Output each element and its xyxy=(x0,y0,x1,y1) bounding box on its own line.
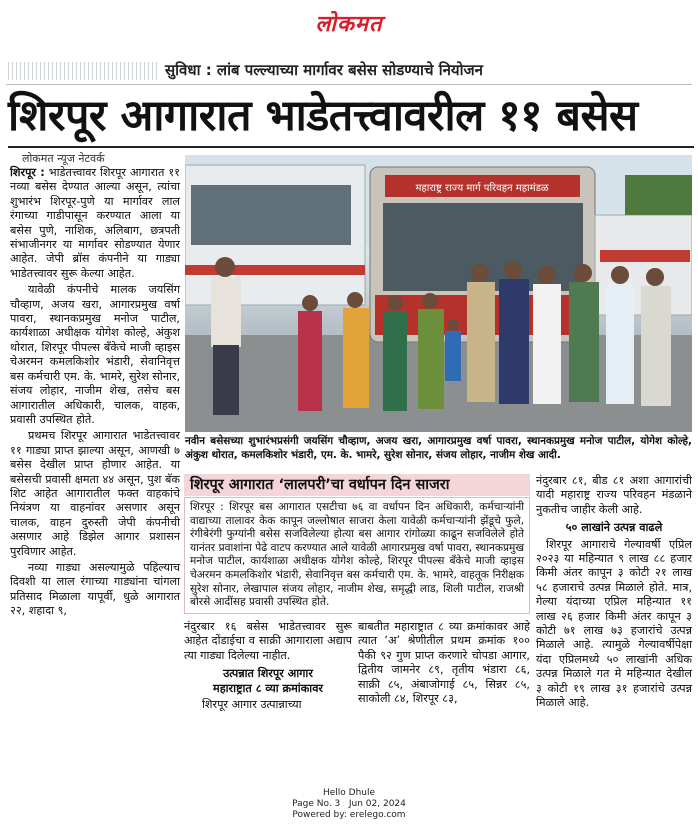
bottom-column-1 xyxy=(184,620,352,714)
page-footer xyxy=(0,788,698,821)
footer-powered-by: Powered by: erelego.com xyxy=(292,810,406,820)
footer-edition: Hello Dhule xyxy=(322,788,376,798)
newspaper-logo: लोकमत xyxy=(315,12,383,37)
main-headline: शिरपूर आगारात भाडेतत्त्वावरील ११ बसेस xyxy=(8,91,638,141)
article-paragraph-2: यावेळी कंपनीचे मालक जयसिंग चौव्हाण, अजय खरा, आगारप्रमुख वर्षा पावरा, स्थानकप्रमुख मनोज पाटील, कार्यशाळा अधीक्षक योगेश कोल्हे, अंकुश थोरात, शिरपूर पीपल्स बँकेचे माजी व्हाइस चेअरमन कमलकिशोर भंडारी, सेवानिवृत्त बस कर्मचारी एम. के. भामरे, सुरेश सोनार, संजय लोहार, नाजीम शेख, तसेच बस आगारातील अधिकारी, चालक, वाहक, प्रवासी उपस्थित होते. xyxy=(10,283,180,426)
right-col-paragraph-1: नंदुरबार ८१, बीड ८१ अशा आगारांची यादी महाराष्ट्र राज्य परिवहन मंडळाने नुकतीच जाहीर केली आहे. xyxy=(536,474,692,516)
bus-banner-text: महाराष्ट्र राज्य मार्ग परिवहन महामंडळ xyxy=(415,183,549,194)
byline: लोकमत न्यूज नेटवर्क xyxy=(22,152,105,165)
news-photo xyxy=(185,155,692,432)
bottom-col1-paragraph-2: शिरपूर आगार उत्पान्नाच्या xyxy=(202,698,302,712)
article-paragraph-4: नव्या गाड्या असल्यामुळे पहिल्याच दिवशी या लाल रंगाच्या गाड्यांना चांगला प्रतिसाद मिळाला यापूर्वी, धुळे आगारात २२, शहादा ९, xyxy=(10,560,180,618)
article-paragraph-3: प्रथमच शिरपूर आगारात भाडेतत्त्वावर ११ गाड्या प्राप्त झाल्या असून, आणखी ७ बसेस देखील प्राप्त होणार आहेत. या बसेसची प्रवासी क्षमता ४४ असून, पुश बॅक शिट आहेत आगारातील फक्त वाहकांचे नियंत्रण या वाहनांवर असणार असून चालक, वाहन दुरुस्ती जेपी कंपनीची असणार आहे डिझेल आगार प्रशासन पुरविणार आहेत. xyxy=(10,429,180,558)
bottom-subhead-1: उत्पन्नात शिरपूर आगार xyxy=(223,667,313,681)
bottom-col1-paragraph-1: नंदुरबार १६ बसेस भाडेतत्त्वावर सुरू आहेत दोंडाईचा व साक्री आगाराला अद्याप त्या गाड्या दिलेल्या नाहीत. xyxy=(184,620,352,662)
kicker-line: सुविधा : लांब पल्ल्याच्या मार्गावर बसेस सोडण्याचे नियोजन xyxy=(165,61,483,79)
headline-rule xyxy=(8,146,694,148)
boxed-article-text: शिरपूर : शिरपूर बस आगारात एसटीचा ७६ वा वर्धापन दिन अधिकारी, कर्मचाऱ्यांनी वाद्याच्या तालावर केक कापून जल्लोषात साजरा केला यावेळी कर्मचाऱ्यांनी झेंडूचे फुले, रंगीबेरंगी फुग्यांनी बसेस सजविलेल्या होत्या बस आगार रांगोळ्या काढून सजविलेले होते यानंतर प्रवाशांना पेढे वाटप करण्यात आले यावेळी आगारप्रमुख वर्षा पावरा, स्थानकप्रमुख मनोज पाटील, कार्यशाळा अधीक्षक योगेश कोल्हे, शिरपूर पीपल्स बँकेचे माजी व्हाइस चेअरमन कमलकिशोर भंडारी, सेवानिवृत्त बस कर्मचारी एम. के. भामरे, वाहतूक निरीक्षक सुरेश सोनार, लेखापाल संजय लोहार, नाजीम शेख, समृद्धी लाड, शिली पाटील, राजश्री बोरसे आदींसह प्रवासी उपस्थित होते. xyxy=(184,497,530,614)
kicker-stripes xyxy=(8,62,158,80)
footer-page-date: Page No. 3 Jun 02, 2024 xyxy=(292,799,406,809)
bottom-column-2 xyxy=(358,620,530,708)
right-column xyxy=(536,474,692,713)
box-headline: शिरपूर आगारात ‘लालपरी’चा वर्धापन दिन साजरा xyxy=(184,474,530,496)
bottom-col2-paragraph-1: बाबतीत महाराष्ट्रात ८ व्या क्रमांकावर आहे त्यात ‘अ’ श्रेणीतील प्रथम क्रमांक १०० पैकी ९२ गुण प्राप्त करणारे चोपडा आगार, द्वितीय जामनेर ८९, तृतीय भंडारा ८६, साक्री ८५, अंबाजोगाई ८५, सिन्नर ८५, साकोली ८४, शिरपूर ८३, xyxy=(358,620,530,706)
right-col-paragraph-2: शिरपूर आगाराचे गेल्यावर्षी एप्रिल २०२३ या महिन्यात ९ लाख ८८ हजार किमी अंतर कापून ३ कोटी २१ लाख ५८ हजाराचे उत्पन्न मिळाले होते. मात्र, गेल्या यंदाच्या एप्रिल महिन्यात ११ लाख २६ हजार किमी अंतर कापून ३ कोटी ७१ लाख ७३ हजारांचे उत्पन्न मिळाले आहे. त्यामुळे गेल्यावर्षीपेक्षा यंदा एप्रिलमध्ये ५० लाखांनी अधिक उत्पन्न मिळाले गत मे महिन्यात देखील ३ कोटी १९ लाख ३१ हजारांचे उत्पन्न मिळाले आहे. xyxy=(536,537,692,710)
photo-caption: नवीन बसेसच्या शुभारंभप्रसंगी जयसिंग चौव्हाण, अजय खरा, आगारप्रमुख वर्षा पावरा, स्थानकप्रमुख मनोज पाटील, योगेश कोल्हे, अंकुश थोरात, कमलकिशोर भंडारी, एम. के. भामरे, सुरेश सोनार, संजय लोहार, नाजीम शेख आदी. xyxy=(185,435,692,461)
dateline: शिरपूर : xyxy=(10,166,45,179)
bottom-subhead-2: महाराष्ट्रात ८ व्या क्रमांकावर xyxy=(213,681,323,695)
article-paragraph-1: भाडेतत्त्वावर शिरपूर आगारात ११ नव्या बसेस देण्यात आल्या असून, त्यांचा शुभारंभ शिरपूर-पुणे या मार्गावर लाल रंगाच्या गाडीपासून करण्यात आला या बसेस पुणे, नाशिक, अलिबाग, छत्रपती संभाजीनगर या मार्गावर सोडण्यात येणार आहेत. जेपी ब्रॉस कंपनीने या गाड्या भाडेतत्त्वावर सुरू केल्या आहेत. xyxy=(10,166,180,280)
main-article-column xyxy=(10,166,180,621)
right-col-subhead: ५० लाखांने उत्पन्न वाढले xyxy=(565,521,663,535)
photo-illustration xyxy=(185,155,692,432)
